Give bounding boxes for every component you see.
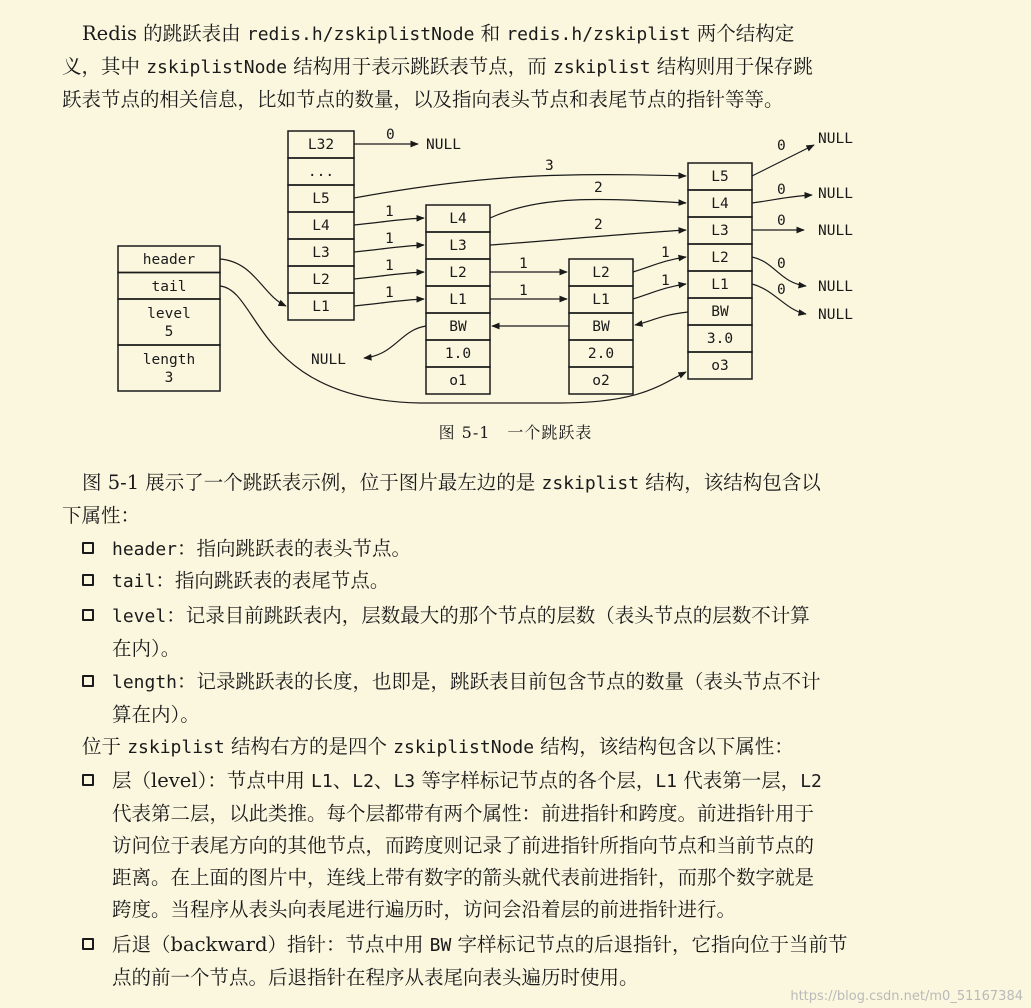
p2-line-2: 下属性： [62, 504, 141, 527]
arrow-h-l5 [354, 175, 686, 198]
span-label: 0 [777, 256, 786, 272]
node2-obj: o2 [592, 373, 610, 389]
bullet-level-attr: 层（level）：节点中用 L1、L2、L3 等字样标记节点的各个层，L1 代表第一层，L2 代表第二层，以此类推。每个层都带有两个属性：前进指针和跨度。前进指针用于 访问位于表尾方向的其他节点，而跨度则记录了前进指针所指向节点和当前节点的 距离。在上面的图片中，连线上带有数字的箭头就代表前进指针，而那个数字就是 跨度。当程序从表头向表尾进行遍历时，访问会沿着层的前进指针进行。 [82, 765, 952, 926]
span-label: 1 [385, 204, 394, 220]
checkbox-square-icon [82, 609, 94, 621]
node1-level: L3 [449, 238, 467, 254]
header-level: L5 [312, 191, 330, 207]
bullet-header: header：指向跳跃表的表头节点。 [82, 533, 952, 566]
header-level: ... [307, 164, 335, 180]
bullet-backward: 后退（backward）指针：节点中用 BW 字样标记节点的后退指针，它指向位于当前节 点的前一个节点。后退指针在程序从表尾向表头遍历时使用。 [82, 929, 952, 994]
node1-level: L4 [449, 211, 467, 227]
node3-level: L2 [711, 250, 729, 266]
arrow-n2-l2 [633, 257, 686, 272]
header-pointer-arrow [220, 259, 286, 306]
watermark: https://blog.csdn.net/m0_51167384 [790, 989, 1023, 1004]
null-label: NULL [818, 186, 853, 202]
checkbox-square-icon [82, 675, 94, 687]
zsl-level-value: 5 [164, 324, 174, 340]
skiplist-diagram [0, 120, 1031, 420]
span-label: 1 [385, 231, 394, 247]
node2-score: 2.0 [587, 346, 615, 362]
node3-obj: o3 [711, 358, 729, 374]
bullet-level: level：记录目前跳跃表内，层数最大的那个节点的层数（表头节点的层数不计算 在内）。 [82, 600, 952, 665]
span-label: 1 [519, 256, 528, 272]
null-label: NULL [311, 352, 346, 368]
span-label: 0 [386, 127, 395, 143]
p2-line-1: 图 5-1 展示了一个跳跃表示例，位于图片最左边的是 zskiplist 结构，该结构包含以 [82, 471, 821, 494]
intro-line-3: 跃表节点的相关信息，比如节点的数量，以及指向表头节点和表尾节点的指针等等。 [62, 88, 784, 111]
null-label: NULL [818, 131, 853, 147]
header-level: L2 [312, 272, 330, 288]
node1-score: 1.0 [444, 346, 472, 362]
null-label: NULL [426, 137, 461, 153]
node3-bw: BW [711, 304, 729, 320]
node3-level: L4 [711, 196, 729, 212]
intro-paragraph [62, 18, 952, 116]
paragraph-3: 位于 zskiplist 结构右方的是四个 zskiplistNode 结构，该结构包含以下属性： [82, 735, 794, 758]
span-label: 2 [594, 180, 603, 196]
node1-obj: o1 [449, 373, 467, 389]
zsl-header-label: header [142, 252, 196, 268]
checkbox-square-icon [82, 574, 94, 586]
header-level: L4 [312, 218, 330, 234]
null-label: NULL [818, 307, 853, 323]
header-level: L3 [312, 245, 330, 261]
node2-level: L1 [592, 292, 610, 308]
node1-bw: BW [449, 319, 467, 335]
node3-level: L1 [711, 277, 729, 293]
zsl-length-value: 3 [164, 370, 174, 386]
node3-level: L3 [711, 223, 729, 239]
span-label: 1 [385, 285, 394, 301]
node3-level: L5 [711, 169, 729, 185]
arrow-n1-l4 [490, 199, 686, 218]
zsl-tail-label: tail [151, 279, 187, 295]
bw-arrow-n1 [364, 326, 426, 358]
null-label: NULL [818, 223, 853, 239]
bullet-tail: tail：指向跳跃表的表尾节点。 [82, 565, 952, 598]
checkbox-square-icon [82, 774, 94, 786]
span-label: 1 [385, 258, 394, 274]
node3-score: 3.0 [706, 331, 734, 347]
node2-level: L2 [592, 265, 610, 281]
span-label: 0 [777, 282, 786, 298]
header-level: L32 [307, 137, 335, 153]
node2-bw: BW [592, 319, 610, 335]
span-label: 1 [661, 273, 670, 289]
paragraph-2 [62, 467, 952, 532]
checkbox-square-icon [82, 542, 94, 554]
intro-line-2: 义，其中 zskiplistNode 结构用于表示跳跃表节点，而 zskiplist 结构则用于保存跳 [62, 55, 813, 78]
header-level: L1 [312, 299, 330, 315]
zsl-level-label: level [147, 306, 191, 322]
span-label: 1 [519, 283, 528, 299]
bw-arrow-n3 [635, 312, 688, 325]
node1-level: L1 [449, 292, 467, 308]
span-label: 3 [545, 158, 554, 174]
null-label: NULL [818, 279, 853, 295]
bullet-length: length：记录跳跃表的长度，也即是，跳跃表目前包含节点的数量（表头节点不计 算在内）。 [82, 666, 952, 731]
intro-line-1: Redis 的跳跃表由 redis.h/zskiplistNode 和 redis.h/zskiplist 两个结构定 [82, 22, 795, 45]
span-label: 2 [594, 217, 603, 233]
span-label: 0 [777, 213, 786, 229]
checkbox-square-icon [82, 938, 94, 950]
span-label: 0 [777, 138, 786, 154]
node1-level: L2 [449, 265, 467, 281]
span-label: 1 [661, 245, 670, 261]
arrow-n2-l1 [633, 284, 686, 299]
span-label: 0 [777, 182, 786, 198]
arrow-n1-l3 [490, 230, 686, 245]
zsl-length-label: length [142, 352, 196, 368]
figure-caption: 图 5-1 一个跳跃表 [438, 423, 593, 442]
